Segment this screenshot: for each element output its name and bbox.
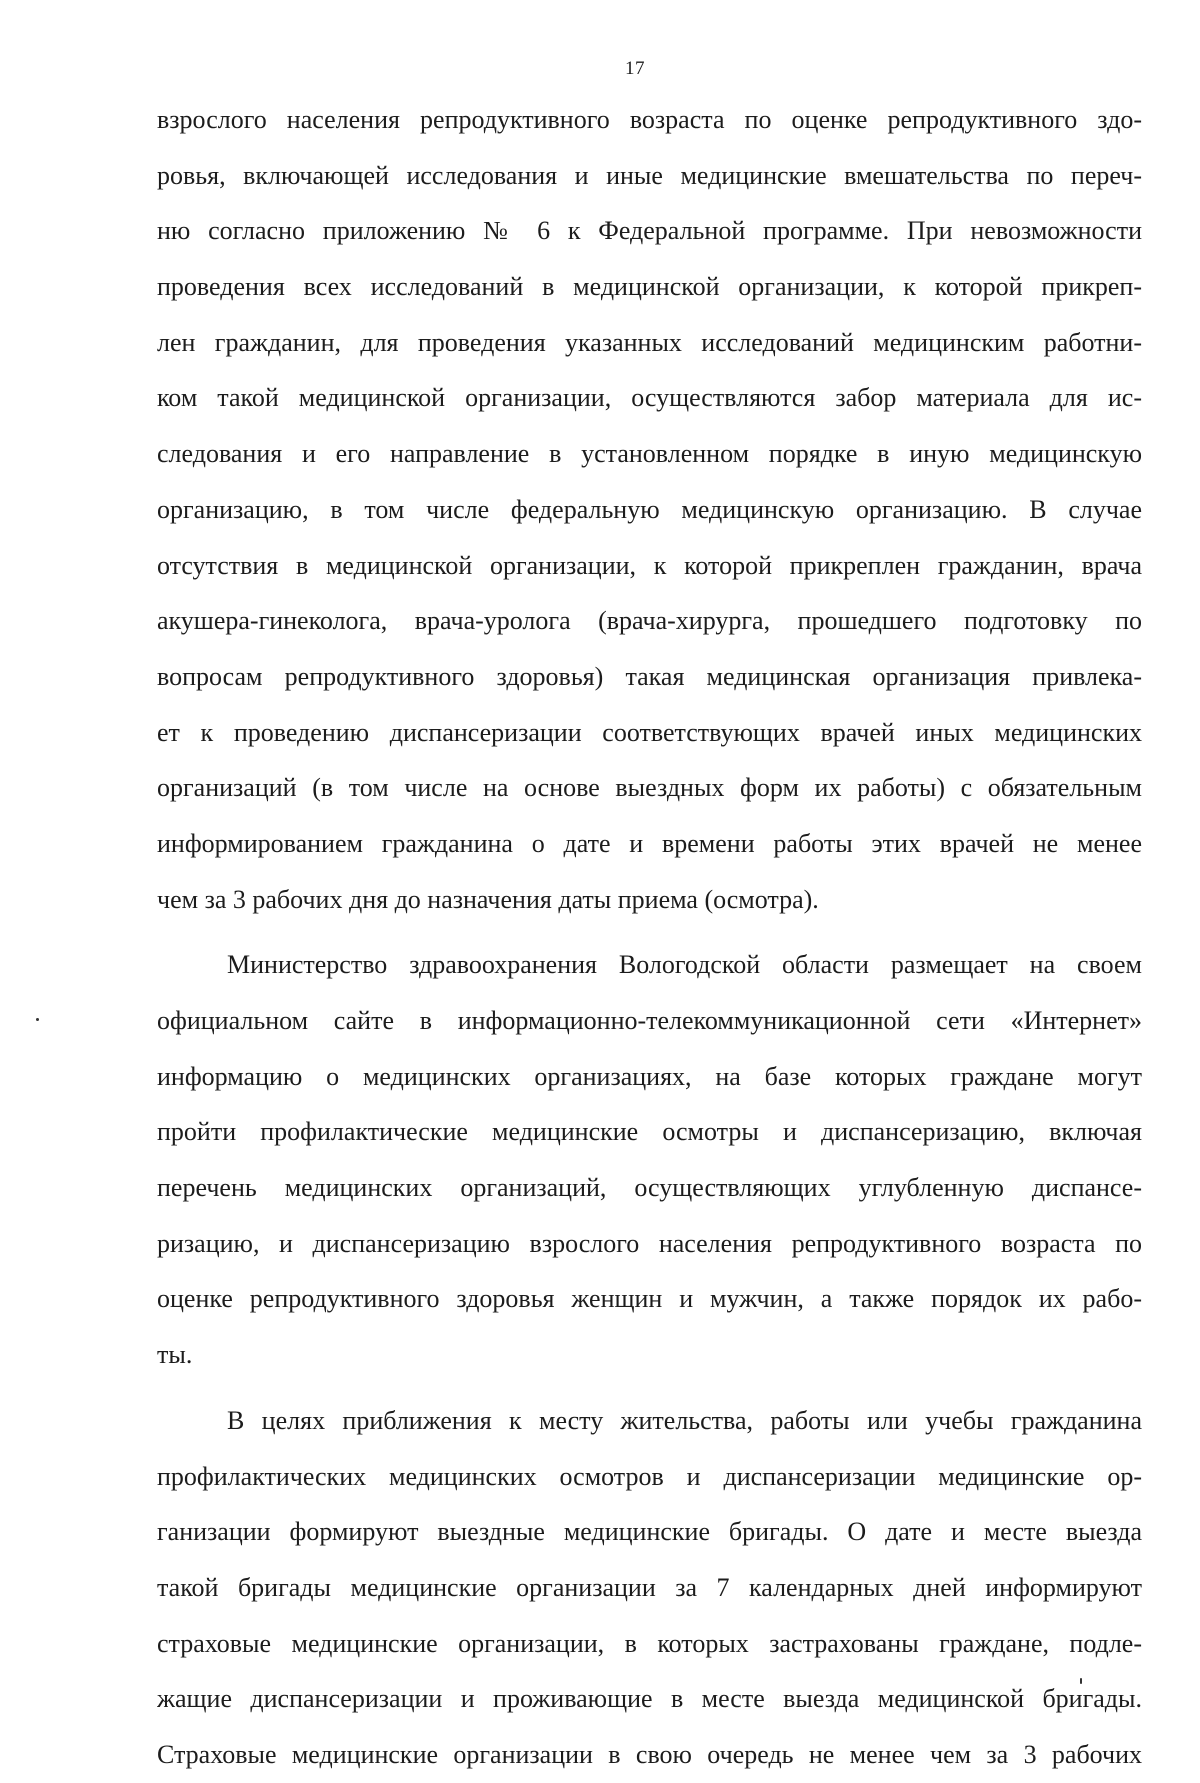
- scan-speck: [36, 1018, 39, 1021]
- page-number: 17: [625, 58, 645, 79]
- text-line: организацию, в том числе федеральную медицинскую организацию. В случае: [157, 494, 1142, 524]
- text-line: лен гражданин, для проведения указанных исследований медицинским работни-: [157, 327, 1142, 357]
- text-line: В целях приближения к месту жительства, работы или учебы гражданина: [227, 1405, 1142, 1435]
- text-line: пройти профилактические медицинские осмотры и диспансеризацию, включая: [157, 1117, 1142, 1147]
- text-line: ризацию, и диспансеризацию взрослого населения репродуктивного возраста по: [157, 1228, 1142, 1258]
- text-line: жащие диспансеризации и проживающие в месте выезда медицинской бригады.: [157, 1684, 1142, 1714]
- text-line: акушера-гинеколога, врача-уролога (врача-хирурга, прошедшего подготовку по: [157, 606, 1142, 636]
- text-line: информированием гражданина о дате и времени работы этих врачей не менее: [157, 828, 1142, 858]
- text-line: следования и его направление в установленном порядке в иную медицинскую: [157, 439, 1142, 469]
- text-line: ты.: [157, 1340, 193, 1370]
- text-line: Министерство здравоохранения Вологодской области размещает на своем: [227, 950, 1142, 980]
- text-line: официальном сайте в информационно-телекоммуникационной сети «Интернет»: [157, 1006, 1142, 1035]
- text-line: отсутствия в медицинской организации, к которой прикреплен гражданин, врача: [157, 550, 1142, 580]
- text-line: перечень медицинских организаций, осуществляющих углубленную диспансе-: [157, 1173, 1142, 1203]
- text-line: вопросам репродуктивного здоровья) такая медицинская организация привлека-: [157, 661, 1142, 691]
- text-line: Страховые медицинские организации в свою очередь не менее чем за 3 рабочих: [157, 1739, 1142, 1769]
- text-line: чем за 3 рабочих дня до назначения даты приема (осмотра).: [157, 884, 819, 914]
- text-line: профилактических медицинских осмотров и диспансеризации медицинские ор-: [157, 1461, 1142, 1491]
- text-line: страховые медицинские организации, в которых застрахованы граждане, подле-: [157, 1628, 1142, 1658]
- paragraph-1: [157, 92, 1142, 927]
- text-line: организаций (в том числе на основе выездных форм их работы) с обязательным: [157, 773, 1142, 803]
- text-line: ню согласно приложению № 6 к Федеральной программе. При невозможности: [157, 216, 1142, 246]
- text-line: такой бригады медицинские организации за 7 календарных дней информируют: [157, 1572, 1142, 1602]
- text-line: оценке репродуктивного здоровья женщин и мужчин, а также порядок их рабо-: [157, 1284, 1142, 1314]
- text-line: ровья, включающей исследования и иные медицинские вмешательства по переч-: [157, 160, 1142, 190]
- text-line: ганизации формируют выездные медицинские бригады. О дате и месте выезда: [157, 1517, 1142, 1547]
- text-line: информацию о медицинских организациях, на базе которых граждане могут: [157, 1061, 1142, 1091]
- text-line: проведения всех исследований в медицинской организации, к которой прикреп-: [157, 272, 1142, 302]
- scan-speck: [1080, 1678, 1082, 1684]
- paragraph-2: [157, 937, 1142, 1383]
- text-line: ком такой медицинской организации, осуществляются забор материала для ис-: [157, 383, 1142, 413]
- text-line: взрослого населения репродуктивного возраста по оценке репродуктивного здо-: [157, 105, 1142, 134]
- text-line: ет к проведению диспансеризации соответствующих врачей иных медицинских: [157, 717, 1142, 747]
- paragraph-3: [157, 1393, 1142, 1783]
- body-text: [157, 92, 1142, 1783]
